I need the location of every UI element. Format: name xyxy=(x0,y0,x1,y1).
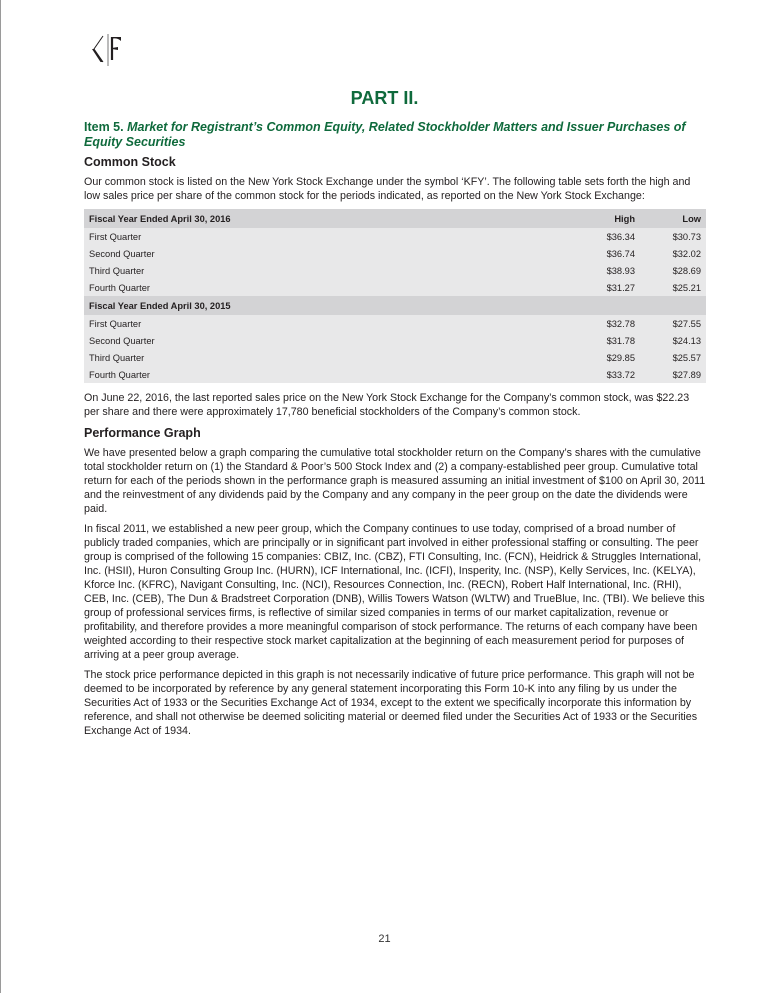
common-stock-intro: Our common stock is listed on the New York Stock Exchange under the symbol ‘KFY’. The following table sets forth the high and low sales price per share of the common stock for the periods indicated, as reported on the New York Stock Exchange: xyxy=(84,176,691,202)
high-value: $32.78 xyxy=(570,315,640,332)
period-label: Fourth Quarter xyxy=(84,366,570,383)
low-value: $27.55 xyxy=(640,315,706,332)
section-label: Fiscal Year Ended April 30, 2016 xyxy=(84,209,570,228)
high-value: $36.74 xyxy=(570,245,640,262)
table-row xyxy=(84,366,706,383)
table-row xyxy=(84,349,706,366)
high-value: $31.78 xyxy=(570,332,640,349)
last-sales-price-paragraph: On June 22, 2016, the last reported sales price on the New York Stock Exchange for the Company’s common stock, was $22.23 per share and there were approximately 17,780 beneficial stockholders of the Company’s common stock. xyxy=(84,392,690,418)
peer-group-paragraph: In fiscal 2011, we established a new peer group, which the Company continues to use today, comprised of a broad number of publicly traded companies, which are principally or in significant part involved in either professional staffing or consulting. The peer group is comprised of the following 15 companies: CBIZ, Inc. (CBZ), FTI Consulting, Inc. (FCN), Heidrick & Struggles International, Inc. (HSII), Huron Consulting Group Inc. (HURN), ICF International, Inc. (ICFI), Insperity, Inc. (NSP), Kelly Services, Inc. (KELYA), Kforce Inc. (KFRC), Navigant Consulting, Inc. (NCI), Resources Connection, Inc. (RECN), Robert Half International, Inc. (RHI), CEB, Inc. (CEB), The Dun & Bradstreet Corporation (DNB), Willis Towers Watson (WLTW) and TrueBlue, Inc. (TBI). We believe this group of professional services firms, is reflective of similar sized companies in terms of our market capitalization, revenue or profitability, and therefore provides a more meaningful comparison of stock performance. The returns of each company have been weighted according to their respective stock market capitalization at the beginning of each measurement period for purposes of arriving at a peer group average. xyxy=(84,523,705,661)
item-title: Market for Registrant’s Common Equity, Related Stockholder Matters and Issuer Purchases of Equity Securities xyxy=(84,120,686,149)
page-title: PART II. xyxy=(350,88,419,108)
period-label: Second Quarter xyxy=(84,245,570,262)
period-label: First Quarter xyxy=(84,315,570,332)
high-value: $38.93 xyxy=(570,262,640,279)
stock-price-table xyxy=(84,209,706,383)
main-content xyxy=(84,120,706,744)
table-section-header xyxy=(84,296,706,315)
performance-graph-heading: Performance Graph xyxy=(84,426,201,440)
table-row xyxy=(84,332,706,349)
low-value: $25.21 xyxy=(640,279,706,296)
low-value: $27.89 xyxy=(640,366,706,383)
low-value: $30.73 xyxy=(640,228,706,245)
section-label: Fiscal Year Ended April 30, 2015 xyxy=(84,296,570,315)
period-label: First Quarter xyxy=(84,228,570,245)
high-value: $29.85 xyxy=(570,349,640,366)
table-row xyxy=(84,315,706,332)
high-value: $31.27 xyxy=(570,279,640,296)
column-header-low: Low xyxy=(640,209,706,228)
period-label: Second Quarter xyxy=(84,332,570,349)
low-value: $24.13 xyxy=(640,332,706,349)
column-header-high: High xyxy=(570,209,640,228)
table-row xyxy=(84,262,706,279)
performance-paragraph: We have presented below a graph comparing the cumulative total stockholder return on the Company’s shares with the cumulative total stockholder return on (1) the Standard & Poor’s 500 Stock Index and (2) a company-established peer group. Cumulative total return for each of the periods shown in the performance graph is measured assuming an initial investment of $100 on April 30, 2011 and the reinvestment of any dividends paid by the Company and any company in the peer group on the date the dividends were paid. xyxy=(84,447,706,515)
table-row xyxy=(84,279,706,296)
period-label: Third Quarter xyxy=(84,349,570,366)
low-value: $32.02 xyxy=(640,245,706,262)
korn-ferry-logo-icon xyxy=(91,32,141,66)
item-heading xyxy=(84,120,706,150)
disclaimer-paragraph: The stock price performance depicted in this graph is not necessarily indicative of future price performance. This graph will not be deemed to be incorporated by reference by any general statement incorporating this Form 10-K into any filing by us under the Securities Act of 1933 or the Securities Exchange Act of 1934, except to the extent we specifically incorporate this information by reference, and shall not otherwise be deemed soliciting material or deemed filed under the Securities Act of 1933 or the Securities Exchange Act of 1934. xyxy=(84,669,698,737)
page-number: 21 xyxy=(378,933,391,945)
table-section-header xyxy=(84,209,706,228)
item-number: Item 5. xyxy=(84,120,124,134)
low-value: $25.57 xyxy=(640,349,706,366)
table-row xyxy=(84,245,706,262)
high-value: $33.72 xyxy=(570,366,640,383)
low-value: $28.69 xyxy=(640,262,706,279)
common-stock-heading: Common Stock xyxy=(84,155,176,169)
period-label: Third Quarter xyxy=(84,262,570,279)
table-row xyxy=(84,228,706,245)
period-label: Fourth Quarter xyxy=(84,279,570,296)
high-value: $36.34 xyxy=(570,228,640,245)
